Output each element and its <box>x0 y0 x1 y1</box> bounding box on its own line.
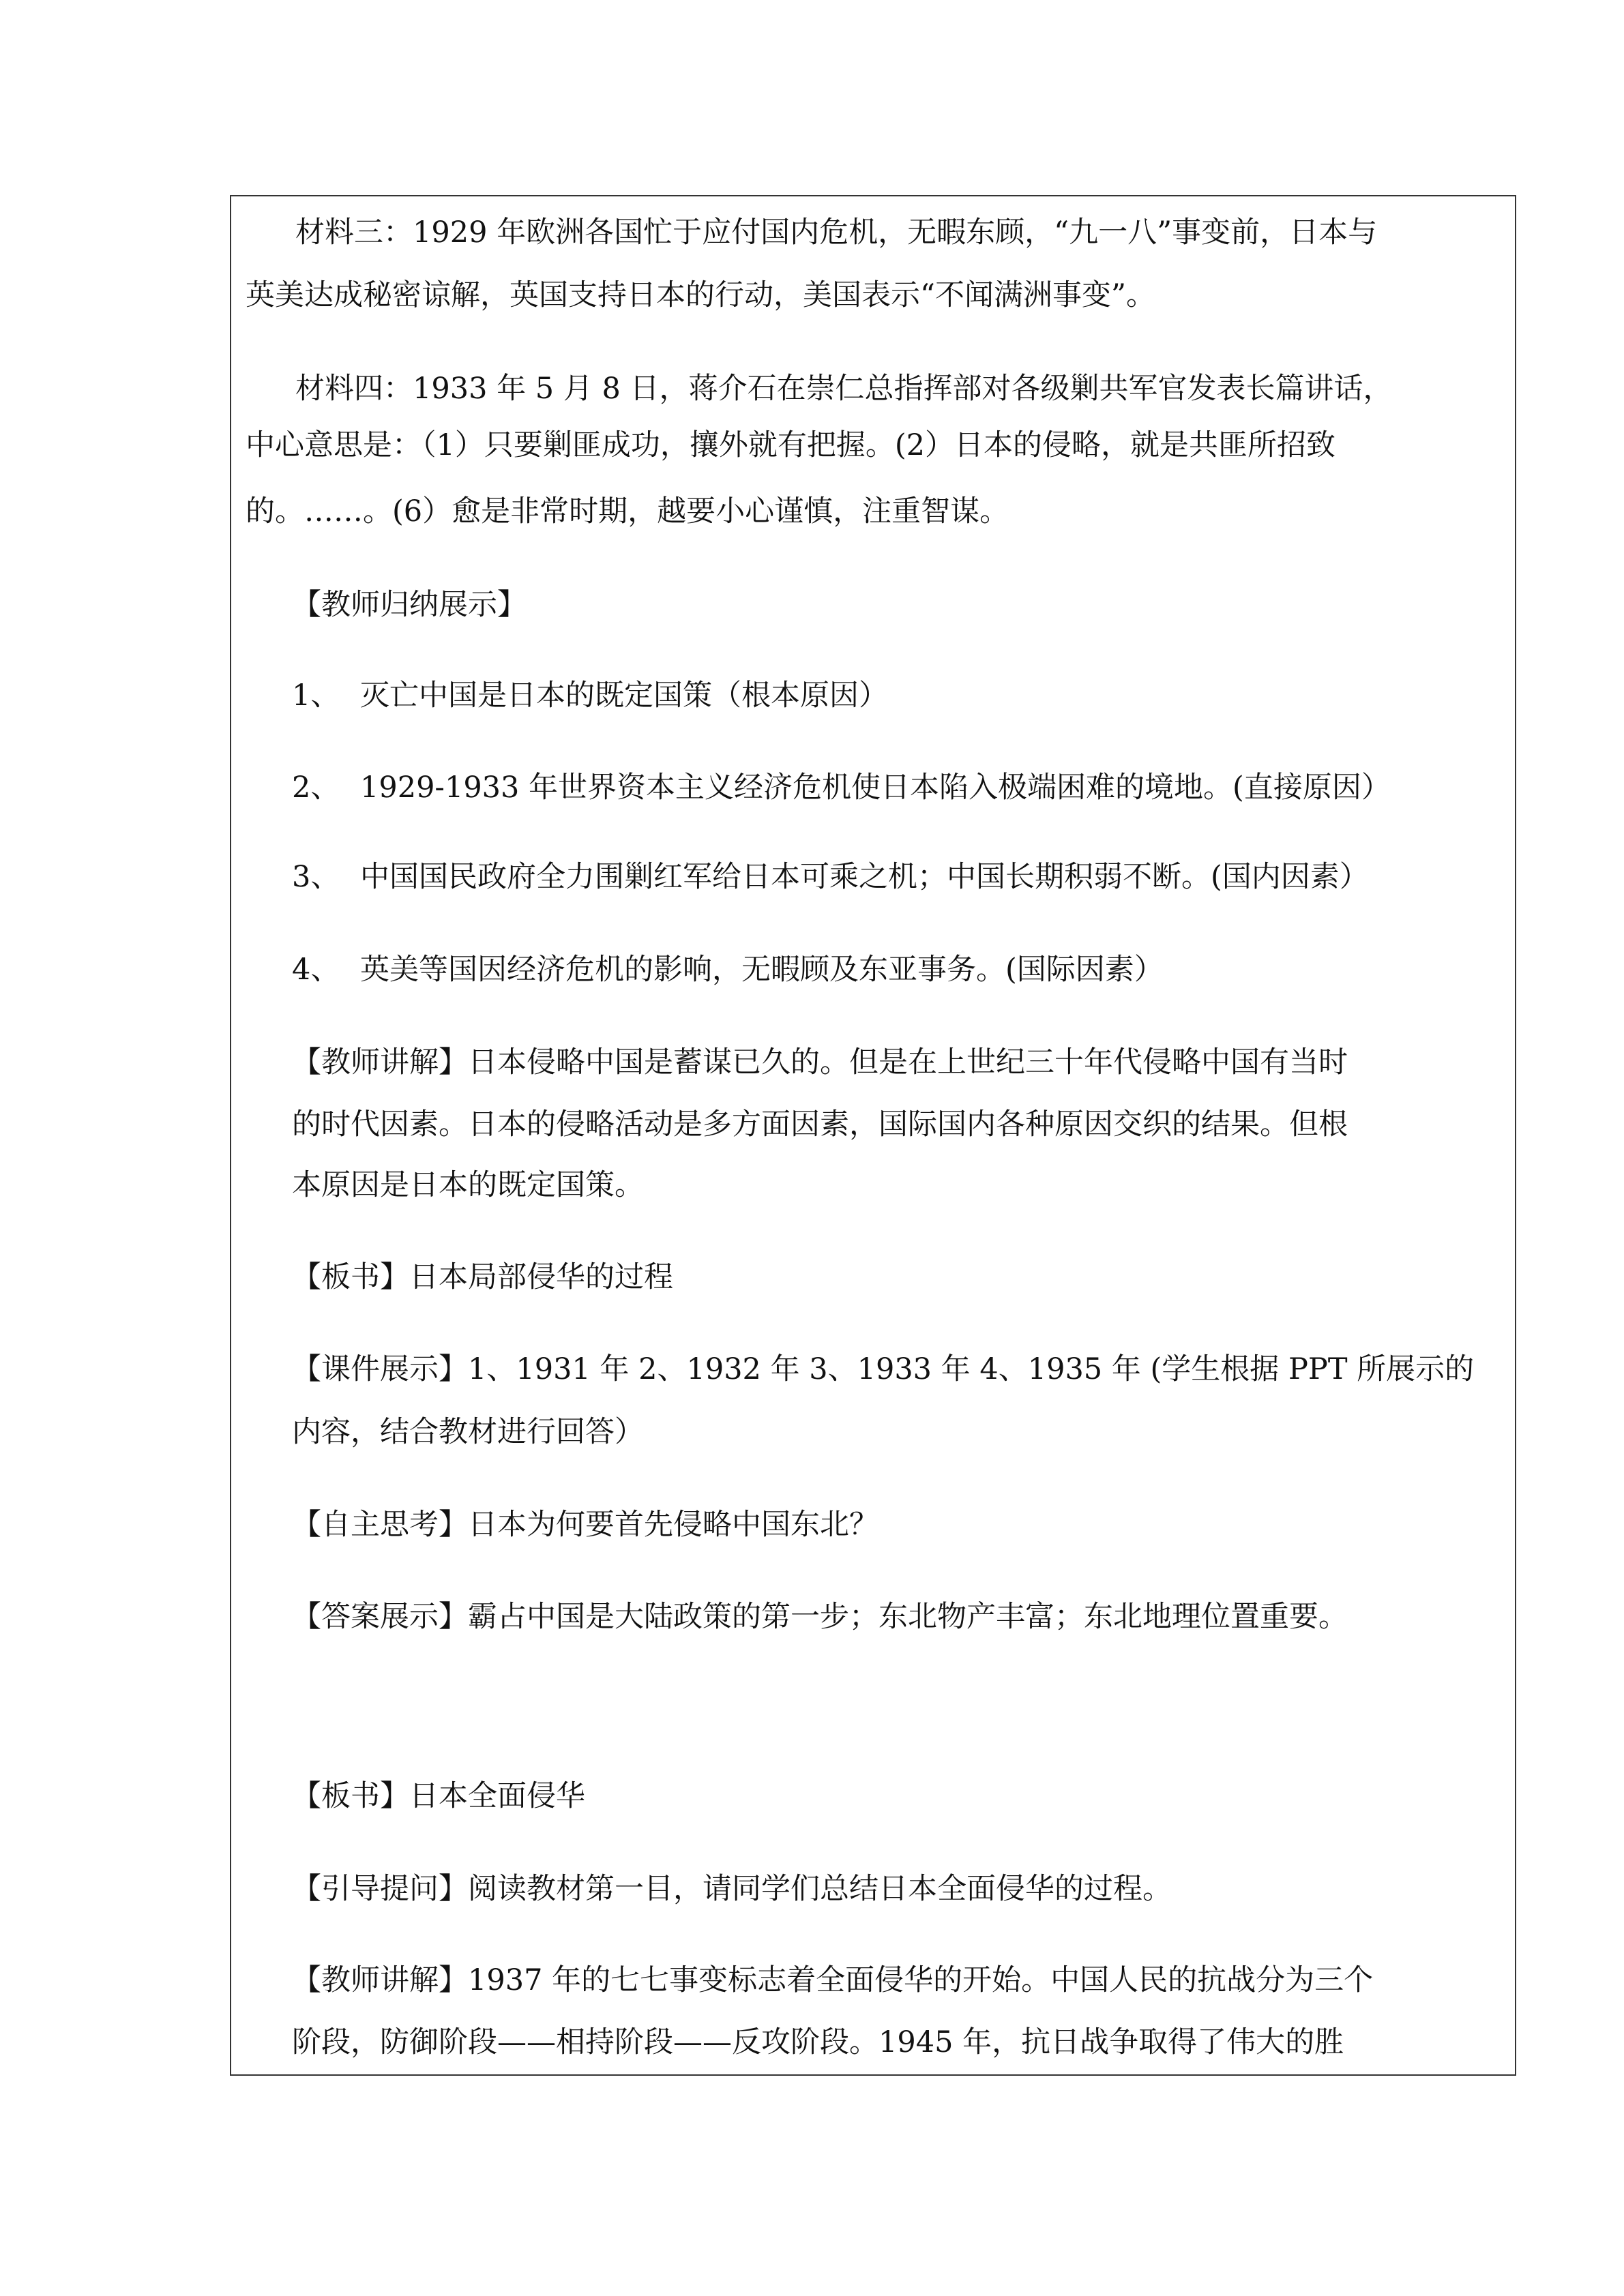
self-think: 【自主思考】日本为何要首先侵略中国东北？ <box>292 1508 879 1542</box>
guided-question: 【引导提问】阅读教材第一目，请同学们总结日本全面侵华的过程。 <box>292 1872 1172 1906</box>
material3-line2: 英美达成秘密谅解，英国支持日本的行动，美国表示“不闻满洲事变”。 <box>246 278 1155 312</box>
summary-item-1-text: 灭亡中国是日本的既定国策（根本原因） <box>360 679 888 713</box>
summary-item-4-num: 4、 <box>292 953 340 987</box>
summary-item-4-text: 英美等国因经济危机的影响，无暇顾及东亚事务。(国际因素） <box>360 953 1164 987</box>
summary-item-2-num: 2、 <box>292 771 340 805</box>
summary-heading: 【教师归纳展示】 <box>292 588 527 622</box>
material4-line1: 材料四：1933 年 5 月 8 日，蒋介石在崇仁总指挥部对各级剿共军官发表长篇讲话， <box>295 372 1393 406</box>
lecture2-line2: 阶段，防御阶段——相持阶段——反攻阶段。1945 年，抗日战争取得了伟大的胜 <box>292 2025 1344 2059</box>
courseware-line1: 【课件展示】1、1931 年 2、1932 年 3、1933 年 4、1935 年 (学生根据 PPT 所展示的 <box>292 1352 1475 1386</box>
material4-line3: 的。……。(6）愈是非常时期，越要小心谨慎，注重智谋。 <box>246 494 1009 528</box>
lecture1-line3: 本原因是日本的既定国策。 <box>292 1168 644 1202</box>
board-heading-partial-invasion: 【板书】日本局部侵华的过程 <box>292 1260 673 1294</box>
material3-line1: 材料三：1929 年欧洲各国忙于应付国内危机，无暇东顾，“九一八”事变前，日本与 <box>295 215 1378 250</box>
lecture1-line2: 的时代因素。日本的侵略活动是多方面因素，国际国内各种原因交织的结果。但根 <box>292 1107 1348 1142</box>
summary-item-3-num: 3、 <box>292 860 340 894</box>
material4-line2: 中心意思是：（1）只要剿匪成功，攘外就有把握。(2）日本的侵略，就是共匪所招致 <box>246 428 1335 462</box>
lecture2-line1: 【教师讲解】1937 年的七七事变标志着全面侵华的开始。中国人民的抗战分为三个 <box>292 1963 1374 1997</box>
board-heading-full-invasion: 【板书】日本全面侵华 <box>292 1779 585 1813</box>
summary-item-1-num: 1、 <box>292 679 340 713</box>
courseware-line2: 内容，结合教材进行回答） <box>292 1415 644 1449</box>
lecture1-line1: 【教师讲解】日本侵略中国是蓄谋已久的。但是在上世纪三十年代侵略中国有当时 <box>292 1045 1348 1079</box>
summary-item-3-text: 中国国民政府全力围剿红军给日本可乘之机；中国长期积弱不断。(国内因素） <box>360 860 1369 894</box>
answer-display: 【答案展示】霸占中国是大陆政策的第一步；东北物产丰富；东北地理位置重要。 <box>292 1600 1348 1634</box>
summary-item-2-text: 1929-1933 年世界资本主义经济危机使日本陷入极端困难的境地。(直接原因） <box>360 771 1391 805</box>
